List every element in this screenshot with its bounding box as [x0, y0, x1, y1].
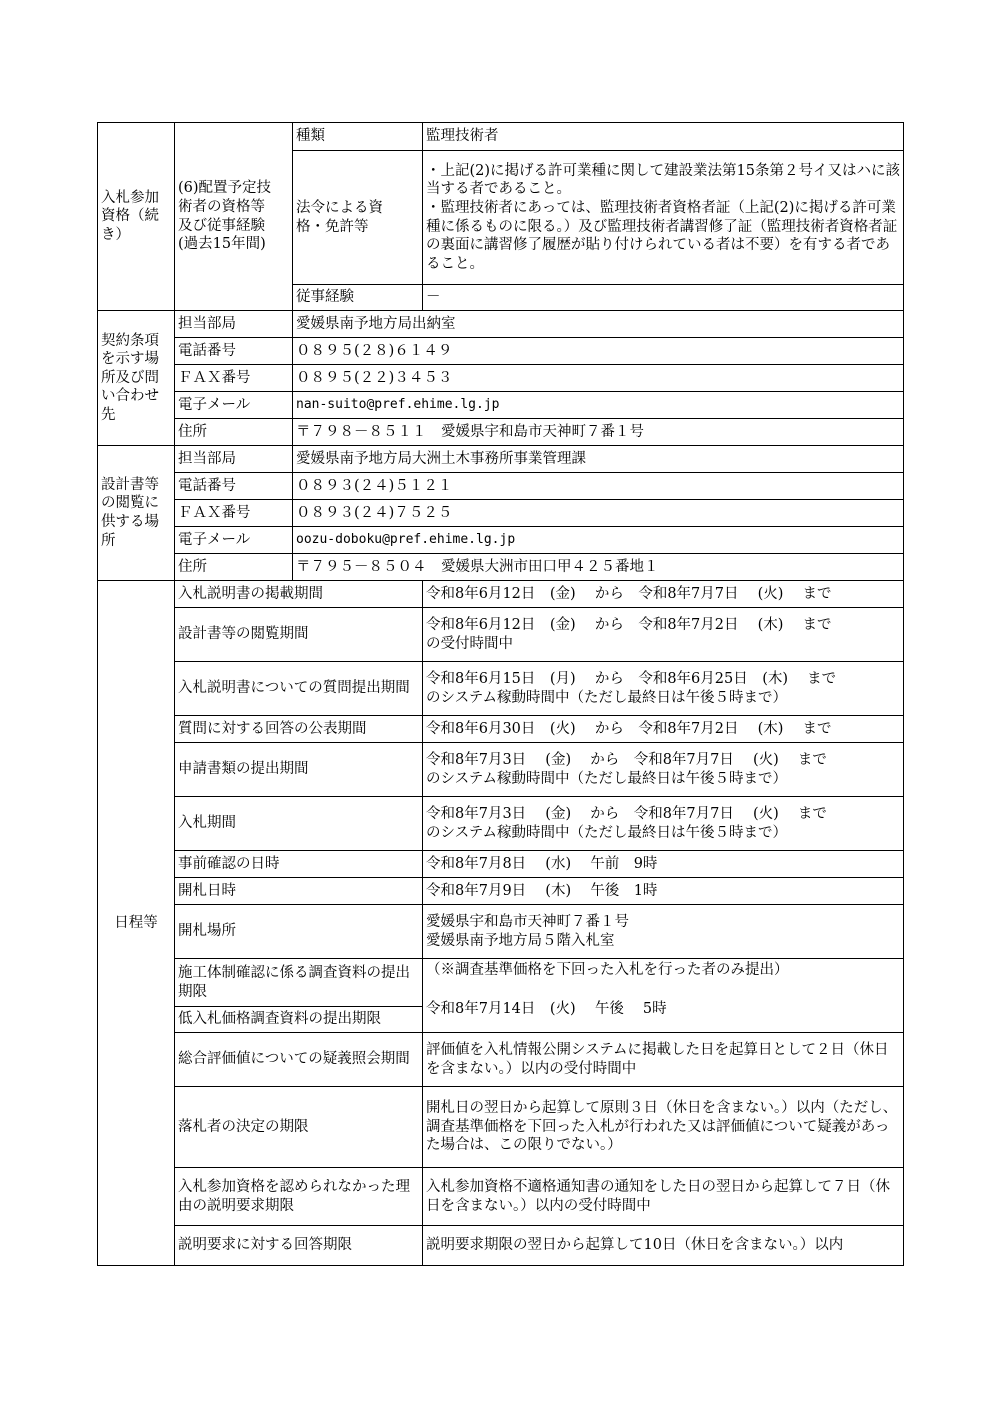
type-label: 種類	[293, 123, 423, 151]
design-tel-label: 電話番号	[175, 473, 293, 500]
design-section-label: 設計書等 の閲覧に 供する場 所	[98, 446, 175, 581]
schedule-row-label: 入札説明書についての質問提出期間	[175, 662, 423, 716]
survey-note: （※調査基準価格を下回った入札を行った者のみ提出）	[426, 962, 789, 978]
license-bullet-2: ・監理技術者にあっては、監理技術者資格者証（上記(2)に掲げる許可業種に係るものに限る。）及び監理技術者講習修了証（監理技術者資格者証の裏面に講習修了履歴が貼り付けられている者は不要）を有する者であること。	[426, 199, 898, 272]
contract-tel-value: ０８９５(２８)６１４９	[293, 338, 904, 365]
schedule-row-value: 令和8年7月8日 (水) 午前 9時	[423, 851, 904, 878]
schedule-row-value: 開札日の翌日から起算して原則３日（休日を含まない。）以内（ただし、調査基準価格を下回った入札が行われた又は評価値について疑義があった場合は、この限りでない。）	[423, 1087, 904, 1168]
license-bullet-1: ・上記(2)に掲げる許可業種に関して建設業法第15条第２号イ又はハに該当する者であること。	[426, 162, 900, 198]
design-fax-label: ＦＡＸ番号	[175, 500, 293, 527]
contract-fax-value: ０８９５(２２)３４５３	[293, 365, 904, 392]
qualification-section-label: 入札参加 資格（続 き）	[98, 123, 175, 311]
schedule-row-label: 入札参加資格を認められなかった理由の説明要求期限	[175, 1168, 423, 1226]
schedule-row-value: 令和8年6月30日 (火) から 令和8年7月2日 (木) まで	[423, 716, 904, 743]
schedule-row-value: 令和8年6月12日 (金) から 令和8年7月7日 (火) まで	[423, 581, 904, 608]
contract-section-label: 契約条項 を示す場 所及び問 い合わせ 先	[98, 311, 175, 446]
schedule-row-label: 入札期間	[175, 797, 423, 851]
contract-email-value[interactable]: nan-suito@pref.ehime.lg.jp	[293, 392, 904, 419]
schedule-row-label: 事前確認の日時	[175, 851, 423, 878]
schedule-row-value: 令和8年7月3日 (金) から 令和8年7月7日 (火) まで のシステム稼動時間中（ただし最終日は午後５時まで）	[423, 743, 904, 797]
license-value	[423, 151, 904, 285]
schedule-row-label: 質問に対する回答の公表期間	[175, 716, 423, 743]
contract-dept-label: 担当部局	[175, 311, 293, 338]
schedule-row-label: 説明要求に対する回答期限	[175, 1226, 423, 1266]
type-value: 監理技術者	[423, 123, 904, 151]
survey-deadline-value	[423, 959, 904, 1033]
contract-address-value: 〒７９８－８５１１ 愛媛県宇和島市天神町７番１号	[293, 419, 904, 446]
contract-fax-label: ＦＡＸ番号	[175, 365, 293, 392]
schedule-row-value: 令和8年7月3日 (金) から 令和8年7月7日 (火) まで のシステム稼動時間中（ただし最終日は午後５時まで）	[423, 797, 904, 851]
experience-label: 従事経験	[293, 285, 423, 311]
contract-tel-label: 電話番号	[175, 338, 293, 365]
license-label: 法令による資 格・免許等	[293, 151, 423, 285]
survey-date: 令和8年7月14日 (火) 午後 5時	[426, 1000, 667, 1017]
schedule-row-value: 説明要求期限の翌日から起算して10日（休日を含まない。）以内	[423, 1226, 904, 1266]
schedule-row-value: 令和8年7月9日 (木) 午後 1時	[423, 878, 904, 905]
experience-value: －	[423, 285, 904, 311]
design-tel-value: ０８９３(２４)５１２１	[293, 473, 904, 500]
contract-address-label: 住所	[175, 419, 293, 446]
survey-deadline-label: 施工体制確認に係る調査資料の提出期限	[175, 959, 423, 1007]
schedule-row-label: 申請書類の提出期間	[175, 743, 423, 797]
design-email-value[interactable]: oozu-doboku@pref.ehime.lg.jp	[293, 527, 904, 554]
document-table	[97, 122, 904, 1266]
design-dept-label: 担当部局	[175, 446, 293, 473]
schedule-row-label: 開札日時	[175, 878, 423, 905]
low-price-deadline-label: 低入札価格調査資料の提出期限	[175, 1007, 423, 1033]
schedule-row-value: 愛媛県宇和島市天神町７番１号 愛媛県南予地方局５階入札室	[423, 905, 904, 959]
schedule-row-label: 落札者の決定の期限	[175, 1087, 423, 1168]
schedule-row-value: 令和8年6月15日 (月) から 令和8年6月25日 (木) まで のシステム稼動時間中（ただし最終日は午後５時まで）	[423, 662, 904, 716]
schedule-row-label: 総合評価値についての疑義照会期間	[175, 1033, 423, 1087]
design-address-value: 〒７９５－８５０４ 愛媛県大洲市田口甲４２５番地１	[293, 554, 904, 581]
design-dept-value: 愛媛県南予地方局大洲土木事務所事業管理課	[293, 446, 904, 473]
schedule-row-label: 入札説明書の掲載期間	[175, 581, 423, 608]
schedule-section-label: 日程等	[98, 581, 175, 1266]
schedule-row-value: 評価値を入札情報公開システムに掲載した日を起算日として２日（休日を含まない。）以内の受付時間中	[423, 1033, 904, 1087]
schedule-row-label: 開札場所	[175, 905, 423, 959]
qualification-sub-label: (6)配置予定技 術者の資格等 及び従事経験 (過去15年間)	[175, 123, 293, 311]
design-fax-value: ０８９３(２４)７５２５	[293, 500, 904, 527]
schedule-row-label: 設計書等の閲覧期間	[175, 608, 423, 662]
contract-email-label: 電子メール	[175, 392, 293, 419]
contract-dept-value: 愛媛県南予地方局出納室	[293, 311, 904, 338]
schedule-row-value: 入札参加資格不適格通知書の通知をした日の翌日から起算して７日（休日を含まない。）以内の受付時間中	[423, 1168, 904, 1226]
schedule-row-value: 令和8年6月12日 (金) から 令和8年7月2日 (木) まで の受付時間中	[423, 608, 904, 662]
design-email-label: 電子メール	[175, 527, 293, 554]
design-address-label: 住所	[175, 554, 293, 581]
